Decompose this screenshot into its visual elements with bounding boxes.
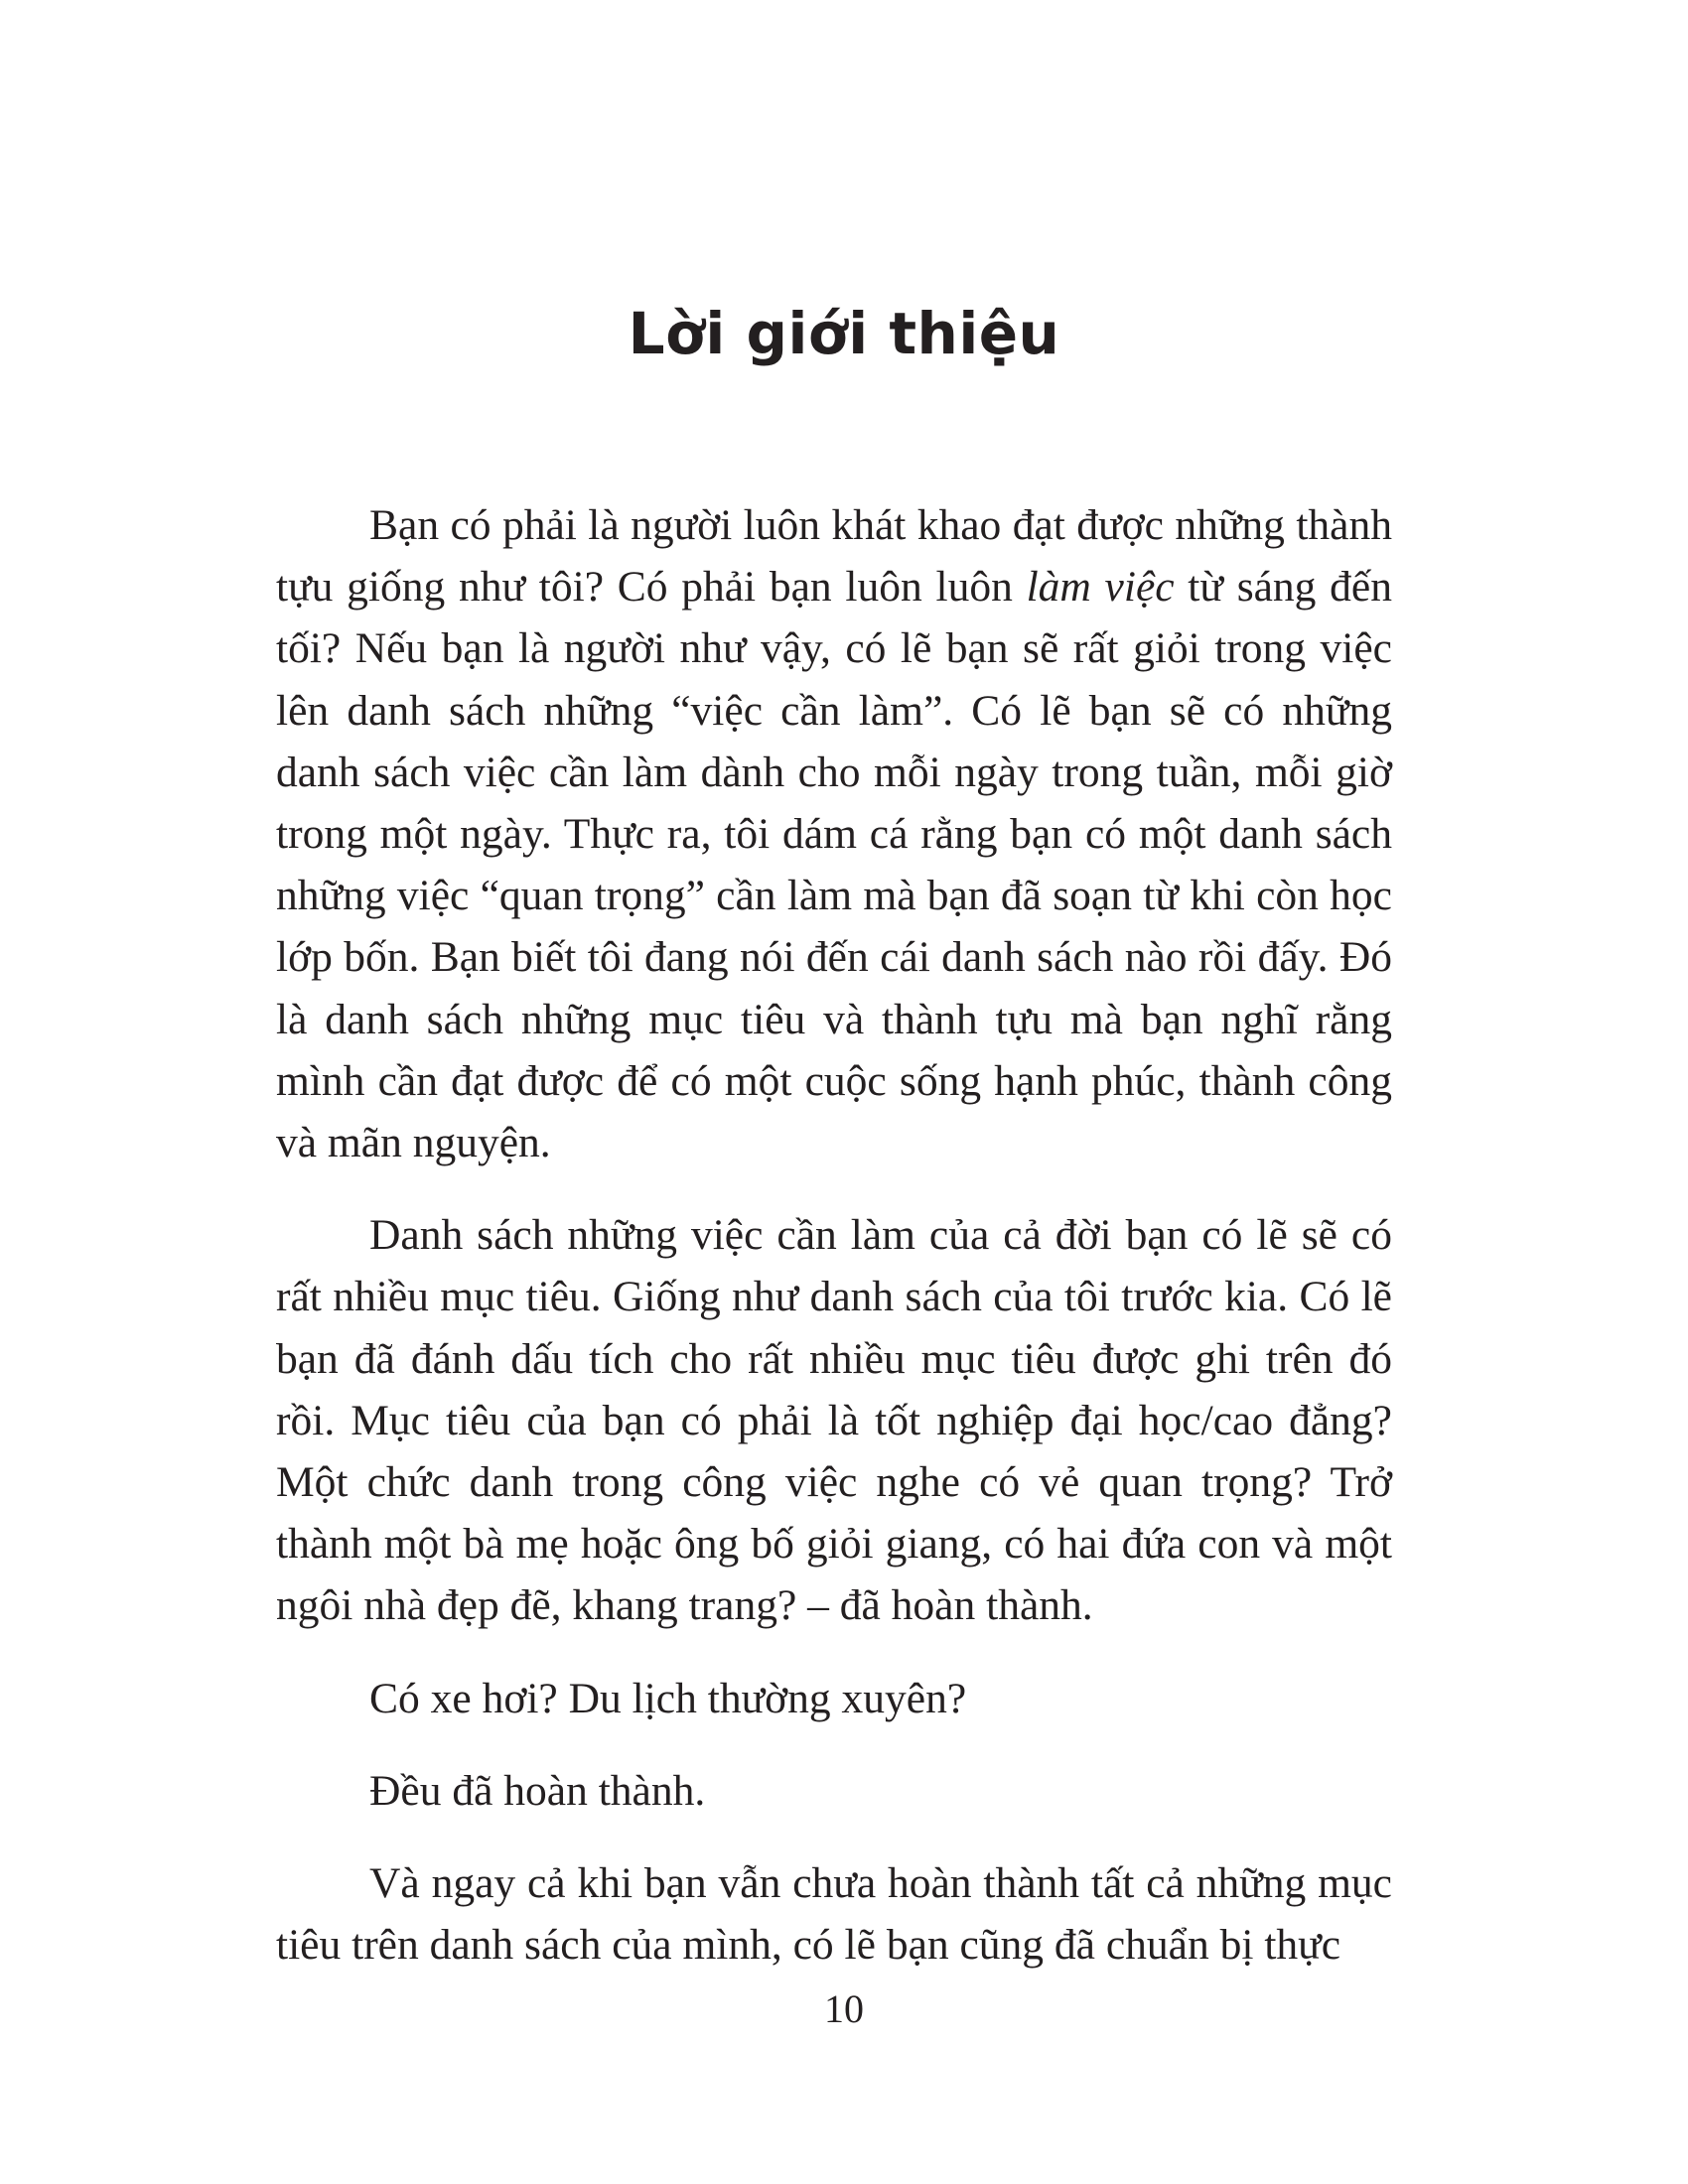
page-number: 10 [824, 1986, 864, 2031]
paragraph: Và ngay cả khi bạn vẫn chưa hoàn thành tất cả những mục tiêu trên danh sách của mình, có lẽ bạn cũng đã chuẩn bị thực [276, 1859, 1392, 1970]
paragraph: Có xe hơi? Du lịch thường xuyên? [369, 1674, 967, 1722]
paragraph-text: từ sáng đến tối? Nếu bạn là người như vậy, có lẽ bạn sẽ rất giỏi trong việc lên danh sách những “việc cần làm”. Có lẽ bạn sẽ có những danh sách việc cần làm dành cho mỗi ngày trong tuần, mỗi giờ trong một ngày. Thực ra, tôi dám cá rằng bạn có một danh sách những việc “quan trọng” cần làm mà bạn đã soạn từ khi còn học lớp bốn. Bạn biết tôi đang nói đến cái danh sách nào rồi đấy. Đó là danh sách những mục tiêu và thành tựu mà bạn nghĩ rằng mình cần đạt được để có một cuộc sống hạnh phúc, thành công và mãn nguyện. [276, 563, 1392, 1167]
paragraph-text: Bạn có phải là người luôn khát khao đạt được những thành tựu giống như tôi? Có phải bạn luôn luôn [276, 501, 1392, 612]
paragraph: Danh sách những việc cần làm của cả đời bạn có lẽ sẽ có rất nhiều mục tiêu. Giống như danh sách của tôi trước kia. Có lẽ bạn đã đánh dấu tích cho rất nhiều mục tiêu được ghi trên đó rồi. Mục tiêu của bạn có phải là tốt nghiệp đại học/cao đẳng? Một chức danh trong công việc nghe có vẻ quan trọng? Trở thành một bà mẹ hoặc ông bố giỏi giang, có hai đứa con và một ngôi nhà đẹp đẽ, khang trang? – đã hoàn thành. [276, 1211, 1392, 1630]
paragraph [276, 494, 1392, 1173]
body-text [276, 494, 1392, 2006]
emphasized-text: làm việc [1026, 563, 1175, 612]
paragraph: Đều đã hoàn thành. [369, 1766, 706, 1815]
chapter-title: Lời giới thiệu [628, 300, 1060, 367]
